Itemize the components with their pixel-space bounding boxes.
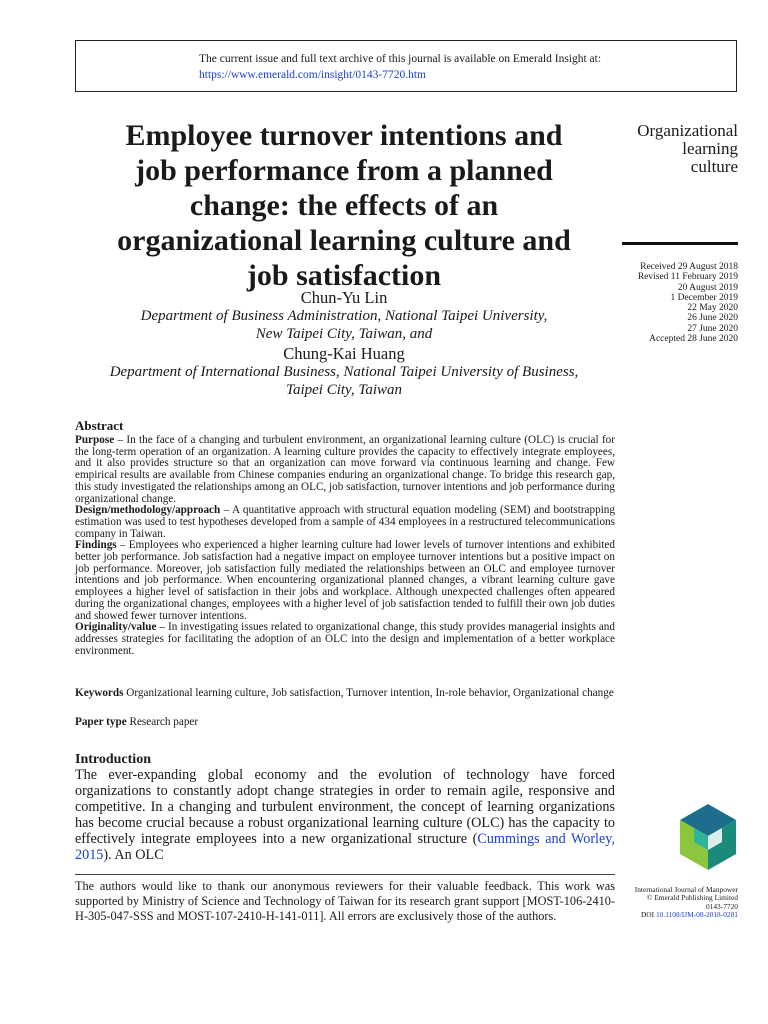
paper-type-text: Research paper — [126, 716, 199, 728]
citation-link[interactable]: Cummings and Worley, 2015 — [75, 830, 615, 863]
title-line: Employee turnover intentions and — [125, 119, 563, 152]
affiliation-line: Department of Business Administration, National Taipei University, — [140, 308, 548, 324]
journal-notice-box — [75, 40, 737, 92]
author-affiliation — [70, 307, 618, 343]
title-line: job performance from a planned — [135, 154, 553, 187]
running-title-line: Organizational — [637, 121, 738, 140]
paper-title — [70, 118, 618, 293]
date-line: Accepted 28 June 2020 — [649, 334, 738, 345]
intro-text: ). An OLC — [103, 846, 164, 863]
author-affiliation — [70, 363, 618, 399]
affiliation-line: Department of International Business, National Taipei University of Business, — [109, 364, 579, 380]
affiliation-line: New Taipei City, Taiwan, and — [255, 326, 433, 342]
issn: 0143-7720 — [705, 901, 738, 911]
doi-label: DOI — [640, 909, 656, 919]
title-line: organizational learning culture and — [117, 224, 571, 257]
doi-link[interactable]: 10.1108/IJM-08-2018-0281 — [655, 909, 738, 919]
footnote: The authors would like to thank our anonymous reviewers for their valuable feedback. This work was supported by Ministry of Science and Technology of Taiwan for its research grant support [MOST-106-2410-H-305-047-SSS and MOST-107-2410-H-141-011]. All errors are exclusively those of the authors. — [75, 879, 615, 923]
abstract-heading: Abstract — [75, 418, 124, 433]
paper-type-label: Paper type — [75, 716, 127, 728]
section-label: Originality/value — [75, 621, 157, 634]
running-title-line: culture — [690, 157, 738, 176]
side-rule-divider — [622, 242, 738, 245]
abstract-body — [75, 435, 615, 657]
abstract-findings — [75, 540, 615, 622]
footnote-divider — [75, 874, 615, 875]
publisher: © Emerald Publishing Limited — [646, 893, 738, 903]
submission-dates — [600, 262, 738, 344]
abstract-purpose — [75, 435, 615, 505]
title-line: job satisfaction — [246, 259, 442, 292]
date-line: Received 29 August 2018 — [640, 262, 738, 272]
affiliation-line: Taipei City, Taiwan — [285, 382, 402, 398]
notice-text: The current issue and full text archive of this journal is available on Emerald Insight at: — [199, 53, 602, 65]
date-line: 27 June 2020 — [687, 323, 738, 334]
intro-text: The ever-expanding global economy and the evolution of technology have forced organizations to constantly adopt change strategies in order to remain agile, responsive and competitive. In a changing and turbulent environment, the concept of learning organizations has become crucial because a robust organizational learning culture (OLC) has the capacity to effectively integrate employees into a new organizational structure ( — [75, 767, 615, 847]
date-line: 26 June 2020 — [687, 313, 738, 324]
date-line: Revised 11 February 2019 — [637, 272, 738, 283]
author-name: Chung-Kai Huang — [283, 344, 405, 363]
abstract-originality — [75, 622, 615, 657]
paper-type — [75, 716, 615, 728]
date-line: 22 May 2020 — [687, 303, 738, 314]
running-title — [618, 122, 738, 176]
title-line: change: the effects of an — [189, 189, 499, 222]
introduction-heading: Introduction — [75, 752, 151, 767]
author-name: Chun-Yu Lin — [300, 288, 388, 307]
doi-line — [618, 911, 738, 919]
keywords-text: Organizational learning culture, Job satisfaction, Turnover intention, In-role behavior, Organizational change — [123, 687, 614, 699]
keywords-label: Keywords — [75, 687, 124, 699]
section-text: – In investigating issues related to organizational change, this study provides managerial insights and addresses strategies for facilitating the adoption of an OLC into the design and implementation of a better workplace environment. — [75, 621, 615, 657]
section-text: – Employees who experienced a higher learning culture had lower levels of turnover intentions and exhibited better job performance. Job satisfaction had a negative impact on employee turnover intentions but a positive impact on job performance. Moreover, job satisfaction fully mediated the relationships between an OLC and employee turnover intentions and job performance. When encountering organizational planned changes, a vibrant learning culture gave employees a higher level of satisfaction in their jobs and workplace. Although unexpected challenges often appeared during the organizational changes, employees with a higher level of job satisfaction tended to fulfill their own job duties and showed fewer turnover intentions. — [75, 539, 615, 622]
section-text: – A quantitative approach with structural equation modeling (SEM) and bootstrapping estimation was used to test hypotheses developed from a sample of 434 employees in a restructured telecommunications company in Taiwan. — [75, 504, 615, 540]
section-label: Findings — [75, 539, 117, 552]
abstract-design — [75, 505, 615, 540]
journal-name: International Journal of Manpower — [634, 885, 738, 894]
journal-link[interactable]: https://www.emerald.com/insight/0143-7720.htm — [199, 69, 426, 81]
journal-info — [618, 886, 738, 919]
date-line: 1 December 2019 — [670, 292, 738, 303]
section-label: Purpose — [75, 434, 115, 446]
publisher-logo-icon — [678, 804, 738, 872]
section-text: – In the face of a changing and turbulent environment, an organizational learning culture (OLC) is crucial for the long-term operation of an organization. A learning culture provides the capacity to effectively integrate employees, and it also provides structure so that an organization can move forward via continuous learning and change. Few empirical results are available from Chinese companies enduring an organizational change. To bridge this research gap, this study investigated the relationships among an OLC, job satisfaction, turnover intentions and job performance during organizational change. — [75, 434, 615, 505]
date-line: 20 August 2019 — [677, 282, 738, 293]
keywords — [75, 686, 615, 702]
section-label: Design/methodology/approach — [75, 504, 221, 517]
running-title-line: learning — [682, 139, 738, 158]
introduction-body — [75, 768, 615, 863]
